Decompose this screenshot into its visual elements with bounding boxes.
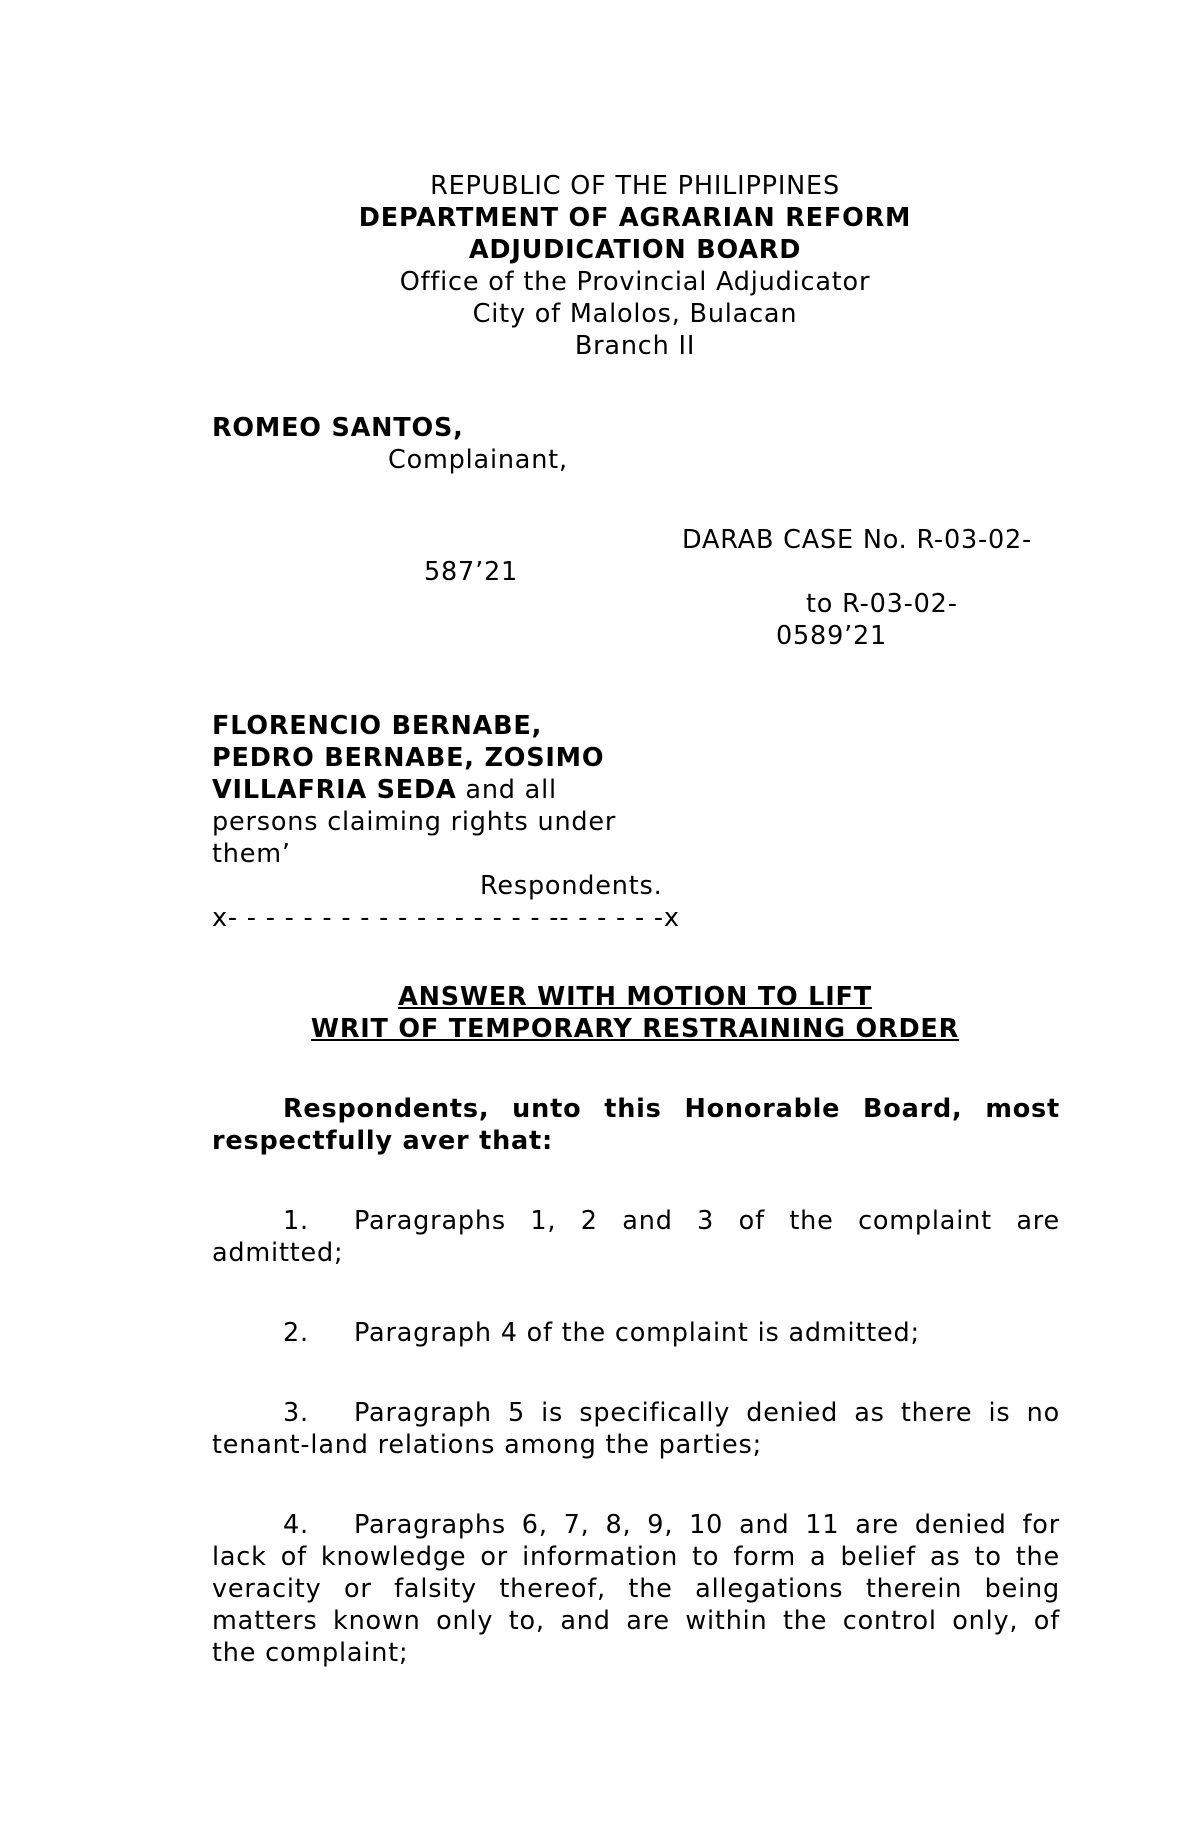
respondents-line3-rest: and all bbox=[456, 775, 557, 805]
header-republic: REPUBLIC OF THE PHILIPPINES bbox=[430, 171, 840, 201]
title-line1: ANSWER WITH MOTION TO LIFT bbox=[398, 982, 872, 1012]
respondents-line5: them’ bbox=[212, 839, 291, 869]
complainant-name: ROMEO SANTOS, bbox=[212, 413, 464, 443]
respondents-role: Respondents. bbox=[480, 871, 663, 901]
respondents-line3-bold: VILLAFRIA SEDA bbox=[212, 775, 457, 805]
respondents-line4: persons claiming rights under bbox=[212, 807, 617, 837]
paragraph-2-number: 2. bbox=[283, 1318, 309, 1348]
intro-line1: Respondents, unto this Honorable Board, most bbox=[283, 1094, 1060, 1124]
paragraph-2-first-row bbox=[212, 1317, 1060, 1349]
letterhead bbox=[0, 170, 1200, 362]
paragraph-4-number: 4. bbox=[283, 1510, 309, 1540]
header-board: ADJUDICATION BOARD bbox=[468, 235, 802, 265]
case-number-line4: 0589’21 bbox=[776, 621, 888, 651]
respondents-line1: FLORENCIO BERNABE, bbox=[212, 711, 543, 741]
paragraph-2-text: Paragraph 4 of the complaint is admitted; bbox=[354, 1318, 920, 1348]
header-office: Office of the Provincial Adjudicator bbox=[399, 267, 871, 297]
paragraph-4-line3: veracity or falsity thereof, the allegations therein being bbox=[212, 1574, 1060, 1604]
case-number-line1: DARAB CASE No. R-03-02- bbox=[682, 525, 1033, 555]
title-line2: WRIT OF TEMPORARY RESTRAINING ORDER bbox=[310, 1014, 960, 1044]
respondents-line3 bbox=[212, 774, 557, 806]
paragraph-1 bbox=[212, 1205, 1060, 1269]
caption-separator: x- - - - - - - - - - - - - - - - - -- - - - - -x bbox=[212, 903, 680, 933]
header-department: DEPARTMENT OF AGRARIAN REFORM bbox=[358, 203, 912, 233]
header-branch: Branch II bbox=[574, 331, 696, 361]
paragraph-4 bbox=[212, 1509, 1060, 1669]
paragraph-4-first-row bbox=[212, 1509, 1060, 1541]
paragraph-3 bbox=[212, 1397, 1060, 1461]
paragraph-4-text: Paragraphs 6, 7, 8, 9, 10 and 11 are denied for bbox=[354, 1510, 1060, 1540]
paragraph-3-rest: tenant-land relations among the parties; bbox=[212, 1430, 762, 1460]
paragraph-4-line2: lack of knowledge or information to form a belief as to the bbox=[212, 1542, 1060, 1572]
header-city: City of Malolos, Bulacan bbox=[472, 299, 798, 329]
paragraph-2 bbox=[212, 1317, 1060, 1349]
paragraph-4-line5: the complaint; bbox=[212, 1638, 409, 1668]
paragraph-3-number: 3. bbox=[283, 1398, 309, 1428]
paragraph-1-number: 1. bbox=[283, 1206, 309, 1236]
intro-line2: respectfully aver that: bbox=[212, 1126, 554, 1156]
paragraph-3-first-row bbox=[212, 1397, 1060, 1429]
paragraph-3-text: Paragraph 5 is specifically denied as there is no bbox=[354, 1398, 1060, 1428]
paragraph-1-text: Paragraphs 1, 2 and 3 of the complaint are bbox=[354, 1206, 1060, 1236]
complainant-role: Complainant, bbox=[388, 445, 568, 475]
respondents-line2: PEDRO BERNABE, ZOSIMO bbox=[212, 743, 605, 773]
paragraph-1-rest: admitted; bbox=[212, 1238, 344, 1268]
case-number-line3: to R-03-02- bbox=[806, 589, 958, 619]
case-number-line2: 587’21 bbox=[424, 557, 519, 587]
document-title bbox=[0, 981, 1200, 1045]
paragraph-4-line4: matters known only to, and are within the control only, of bbox=[212, 1606, 1060, 1636]
paragraph-1-first-row bbox=[212, 1205, 1060, 1237]
intro-paragraph bbox=[212, 1093, 1060, 1157]
